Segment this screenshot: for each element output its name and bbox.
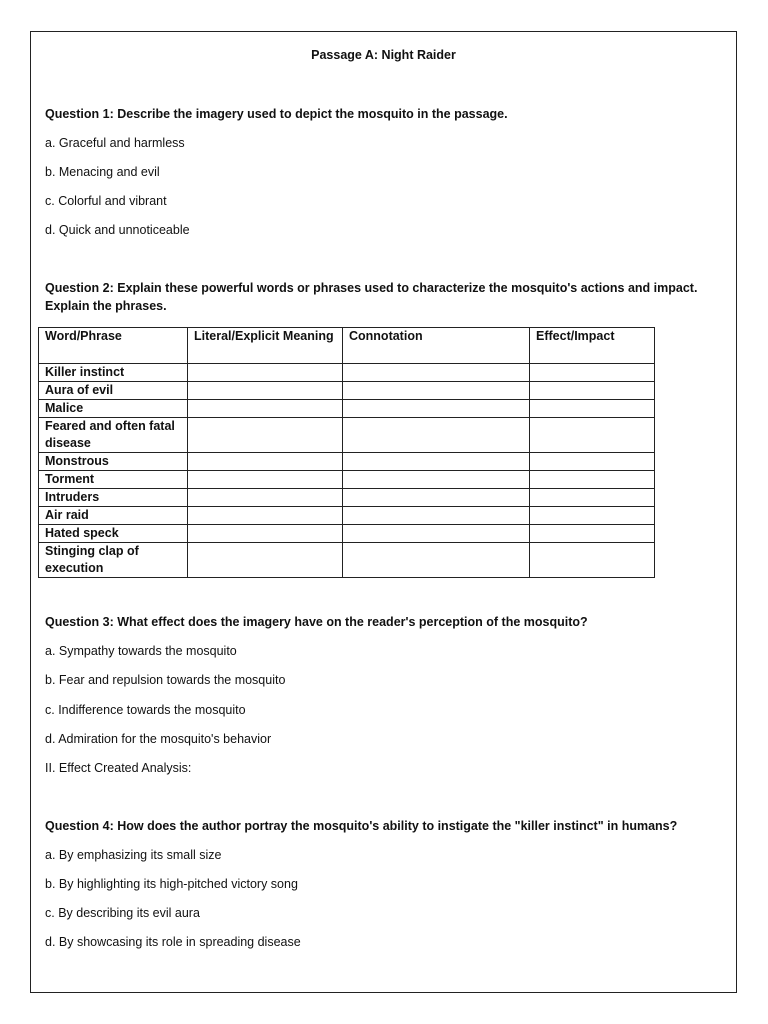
table-row [39, 364, 655, 382]
phrase-cell: Intruders [39, 489, 188, 507]
header-connotation: Connotation [343, 328, 530, 364]
question-4-option-a: a. By emphasizing its small size [45, 848, 222, 862]
answer-cell-literal[interactable] [188, 453, 343, 471]
answer-cell-effect[interactable] [530, 489, 655, 507]
question-4-option-d: d. By showcasing its role in spreading disease [45, 935, 301, 949]
answer-cell-connotation[interactable] [343, 489, 530, 507]
question-1-option-b: b. Menacing and evil [45, 165, 160, 179]
answer-cell-literal[interactable] [188, 489, 343, 507]
answer-cell-connotation[interactable] [343, 400, 530, 418]
answer-cell-connotation[interactable] [343, 525, 530, 543]
question-4-option-b: b. By highlighting its high-pitched victory song [45, 877, 298, 891]
phrase-cell: Killer instinct [39, 364, 188, 382]
question-1-option-c: c. Colorful and vibrant [45, 194, 167, 208]
answer-cell-literal[interactable] [188, 364, 343, 382]
table-row [39, 418, 655, 453]
question-4-option-c: c. By describing its evil aura [45, 906, 200, 920]
table-header-row [39, 328, 655, 364]
header-word-phrase: Word/Phrase [39, 328, 188, 364]
answer-cell-literal[interactable] [188, 543, 343, 578]
answer-cell-connotation[interactable] [343, 364, 530, 382]
answer-cell-effect[interactable] [530, 525, 655, 543]
answer-cell-literal[interactable] [188, 525, 343, 543]
question-1-option-d: d. Quick and unnoticeable [45, 223, 190, 237]
answer-cell-effect[interactable] [530, 418, 655, 453]
answer-cell-effect[interactable] [530, 382, 655, 400]
answer-cell-effect[interactable] [530, 507, 655, 525]
answer-cell-effect[interactable] [530, 471, 655, 489]
question-1-option-a: a. Graceful and harmless [45, 136, 185, 150]
answer-cell-connotation[interactable] [343, 453, 530, 471]
question-3-prompt: Question 3: What effect does the imagery have on the reader's perception of the mosquito? [45, 615, 588, 629]
answer-cell-connotation[interactable] [343, 382, 530, 400]
effect-analysis-heading: II. Effect Created Analysis: [45, 761, 192, 775]
answer-cell-literal[interactable] [188, 418, 343, 453]
table-row [39, 471, 655, 489]
phrase-cell: Stinging clap of execution [39, 543, 188, 578]
answer-cell-effect[interactable] [530, 364, 655, 382]
answer-cell-connotation[interactable] [343, 507, 530, 525]
answer-cell-effect[interactable] [530, 400, 655, 418]
table-row [39, 507, 655, 525]
question-3-option-b: b. Fear and repulsion towards the mosquito [45, 673, 286, 687]
phrase-cell: Hated speck [39, 525, 188, 543]
phrase-cell: Malice [39, 400, 188, 418]
answer-cell-effect[interactable] [530, 453, 655, 471]
phrase-cell: Air raid [39, 507, 188, 525]
answer-cell-literal[interactable] [188, 471, 343, 489]
table-row [39, 453, 655, 471]
answer-cell-literal[interactable] [188, 400, 343, 418]
phrase-cell: Feared and often fatal disease [39, 418, 188, 453]
page-title: Passage A: Night Raider [311, 48, 456, 62]
answer-cell-connotation[interactable] [343, 418, 530, 453]
question-2-prompt: Question 2: Explain these powerful words or phrases used to characterize the mosquito's actions and impact. Explain the phrases. [45, 281, 698, 313]
answer-cell-literal[interactable] [188, 382, 343, 400]
question-3-option-a: a. Sympathy towards the mosquito [45, 644, 237, 658]
answer-cell-connotation[interactable] [343, 471, 530, 489]
table-row [39, 489, 655, 507]
answer-cell-literal[interactable] [188, 507, 343, 525]
header-effect-impact: Effect/Impact [530, 328, 655, 364]
question-3-option-c: c. Indifference towards the mosquito [45, 703, 246, 717]
table-row [39, 400, 655, 418]
worksheet-content [45, 32, 722, 992]
table-row [39, 525, 655, 543]
answer-cell-connotation[interactable] [343, 543, 530, 578]
header-literal-meaning: Literal/Explicit Meaning [188, 328, 343, 364]
question-4-prompt: Question 4: How does the author portray the mosquito's ability to instigate the "killer instinct" in humans? [45, 819, 678, 833]
phrase-cell: Monstrous [39, 453, 188, 471]
table-row [39, 382, 655, 400]
worksheet-page [30, 31, 737, 993]
table-row [39, 543, 655, 578]
question-1-prompt: Question 1: Describe the imagery used to depict the mosquito in the passage. [45, 107, 508, 121]
answer-cell-effect[interactable] [530, 543, 655, 578]
phrase-cell: Aura of evil [39, 382, 188, 400]
vocabulary-table [38, 327, 655, 578]
phrase-cell: Torment [39, 471, 188, 489]
question-3-option-d: d. Admiration for the mosquito's behavior [45, 732, 272, 746]
